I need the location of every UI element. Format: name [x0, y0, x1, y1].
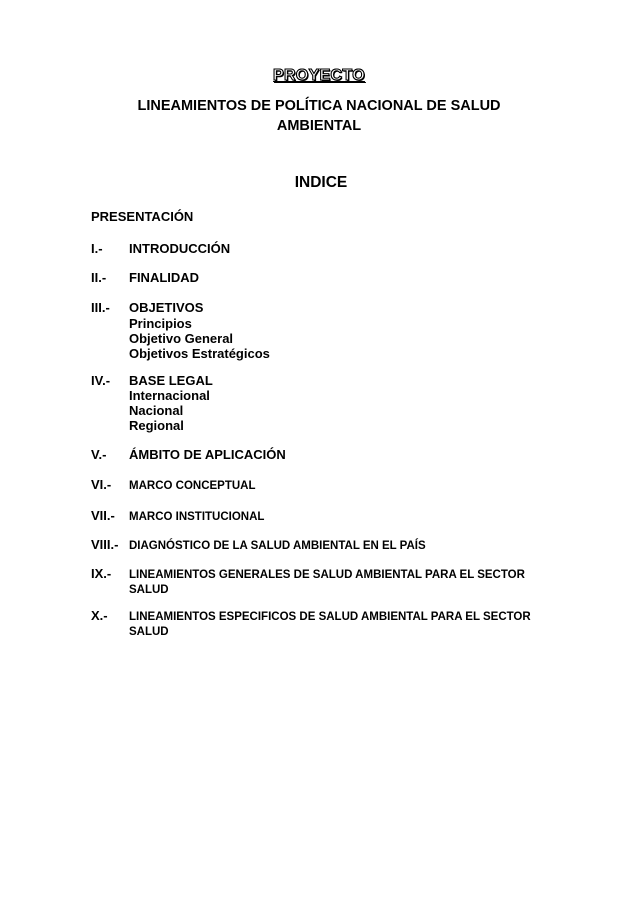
toc-number: VII.-: [91, 508, 115, 523]
toc-number: IX.-: [91, 566, 112, 581]
toc-number: X.-: [91, 608, 108, 623]
toc-title: ÁMBITO DE APLICACIÓN: [129, 447, 286, 462]
index-heading-text: INDICE: [294, 174, 348, 191]
toc-subitem: Objetivos Estratégicos: [129, 346, 270, 361]
toc-number: VIII.-: [91, 537, 119, 552]
toc-title: MARCO INSTITUCIONAL: [129, 511, 265, 523]
toc-title: MARCO CONCEPTUAL: [129, 480, 256, 492]
toc-title: OBJETIVOS: [129, 300, 204, 315]
toc-number: V.-: [91, 447, 107, 462]
toc-number: I.-: [91, 241, 103, 256]
toc-presentacion: PRESENTACIÓN: [91, 209, 194, 224]
document-subtitle: [0, 96, 638, 136]
toc-subitem: Principios: [129, 316, 192, 331]
toc-title: INTRODUCCIÓN: [129, 241, 231, 256]
subtitle-line-1: LINEAMIENTOS DE POLÍTICA NACIONAL DE SALUD: [137, 98, 501, 114]
toc-title: LINEAMIENTOS GENERALES DE SALUD AMBIENTAL PARA EL SECTOR: [129, 569, 525, 581]
toc-subitem: Objetivo General: [129, 331, 234, 346]
toc-title: DIAGNÓSTICO DE LA SALUD AMBIENTAL EN EL PAÍS: [129, 540, 426, 552]
toc-number: II.-: [91, 270, 107, 285]
toc-title: BASE LEGAL: [129, 373, 213, 388]
toc-title: FINALIDAD: [129, 270, 200, 285]
toc-number: VI.-: [91, 477, 112, 492]
toc-number: IV.-: [91, 373, 111, 388]
toc-subitem: Internacional: [129, 388, 210, 403]
toc-title: LINEAMIENTOS ESPECIFICOS DE SALUD AMBIENTAL PARA EL SECTOR: [129, 611, 531, 623]
index-heading: [0, 173, 638, 193]
toc-number: III.-: [91, 300, 110, 315]
toc-subitem: Regional: [129, 418, 184, 433]
toc-title-continued: SALUD: [129, 626, 169, 638]
toc-subitem: Nacional: [129, 403, 184, 418]
document-title: PROYECTO: [273, 67, 365, 84]
toc-title-continued: SALUD: [129, 584, 169, 596]
subtitle-line-2: AMBIENTAL: [276, 118, 362, 134]
